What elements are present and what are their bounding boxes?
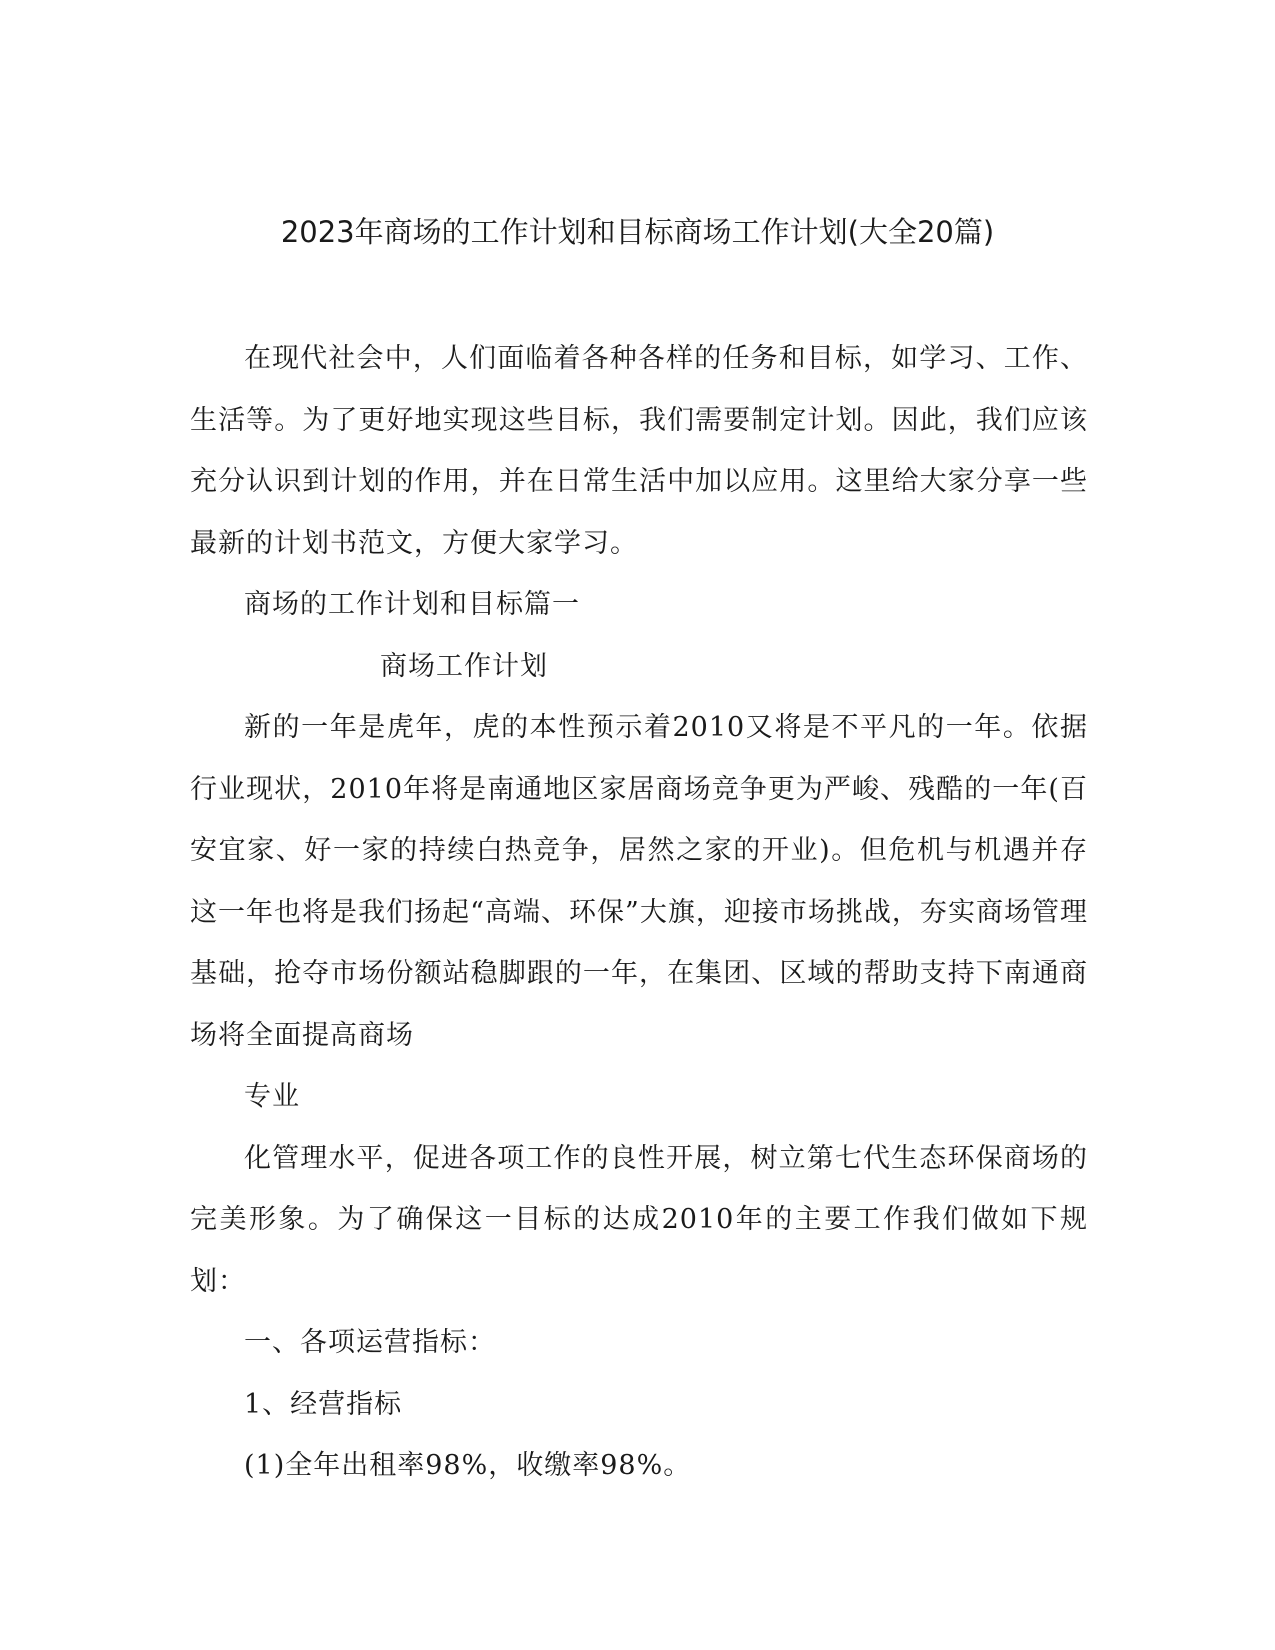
heading-operating-indicators: 一、各项运营指标： — [244, 1327, 496, 1358]
paragraph-professional: 专业 — [244, 1081, 300, 1112]
paragraph-management-level: 化管理水平，促进各项工作的良性开展，树立第七代生态环保商场的完美形象。为了确保这一目标的达成2010年的主要工作我们做如下规划： — [190, 1142, 1088, 1297]
heading-business-indicators: 1、经营指标 — [244, 1388, 403, 1420]
document-body — [190, 328, 1088, 1497]
document-title: 2023年商场的工作计划和目标商场工作计划(大全20篇) — [280, 215, 995, 249]
item-occupancy-rate: (1)全年出租率98%，收缴率98%。 — [244, 1450, 692, 1481]
subheading-mall-work-plan: 商场工作计划 — [380, 650, 548, 682]
paragraph-new-year: 新的一年是虎年，虎的本性预示着2010又将是不平凡的一年。依据行业现状，2010年将是南通地区家居商场竞争更为严峻、残酷的一年(百安宜家、好一家的持续白热竞争，居然之家的开业)。但危机与机遇并存这一年也将是我们扬起“高端、环保”大旗，迎接市场挑战，夯实商场管理基础，抢夺市场份额站稳脚跟的一年，在集团、区域的帮助支持下南通商场将全面提高商场 — [190, 712, 1088, 1051]
section-heading-part-one: 商场的工作计划和目标篇一 — [244, 589, 580, 620]
intro-paragraph: 在现代社会中，人们面临着各种各样的任务和目标，如学习、工作、生活等。为了更好地实现这些目标，我们需要制定计划。因此，我们应该充分认识到计划的作用，并在日常生活中加以应用。这里给大家分享一些最新的计划书范文，方便大家学习。 — [190, 343, 1088, 559]
